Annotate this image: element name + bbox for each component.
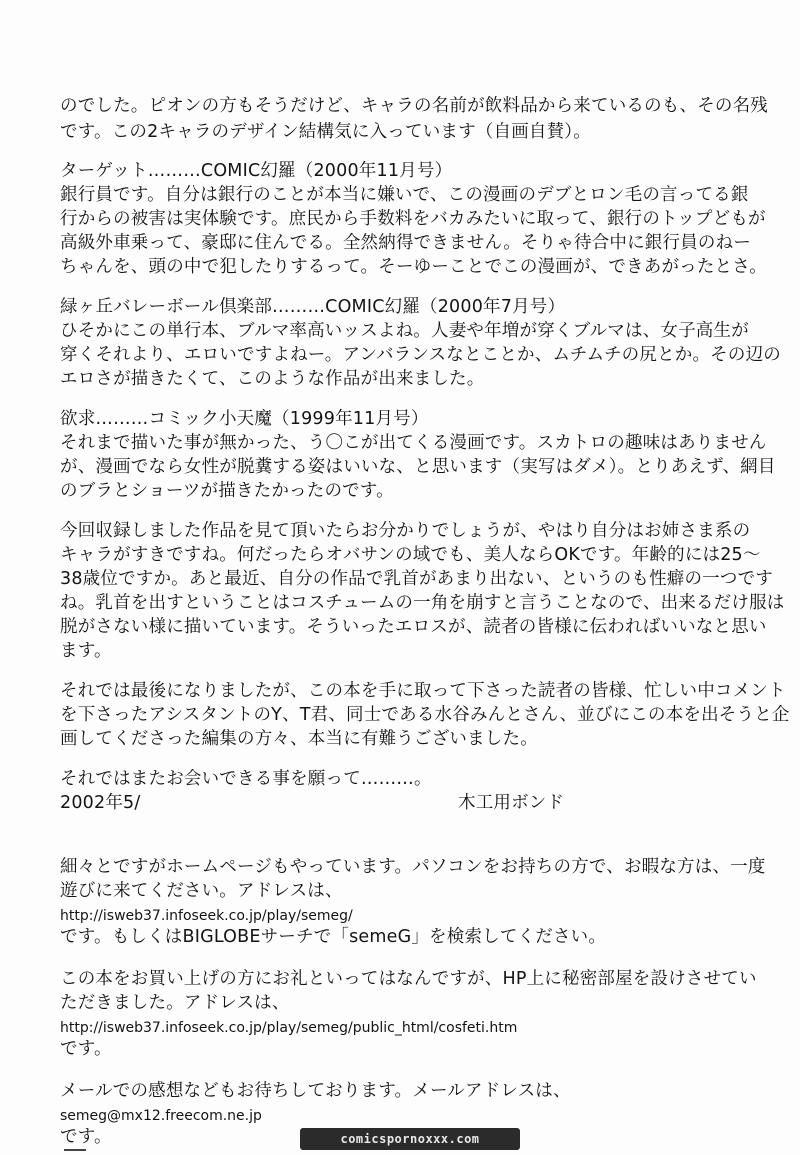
section-heading-target: ターゲット………COMIC幻羅（2000年11月号）	[60, 161, 453, 181]
closing-line: それではまたお会いできる事を願って………。	[60, 769, 432, 789]
homepage-url: http://isweb37.infoseek.co.jp/play/semeg/	[60, 908, 353, 924]
paragraph-line: のブラとショーツが描きたかったのです。	[60, 481, 394, 501]
paragraph-line: 脱がさない様に描いています。そういったエロスが、読者の皆様に伝わればいいなと思い	[60, 617, 767, 637]
paragraph-line: 38歳位ですか。あと最近、自分の作品で乳首があまり出ない、というのも性癖の一つです	[60, 569, 773, 589]
paragraph-line: ね。乳首を出すということはコスチュームの一角を崩すと言うことなので、出来るだけ服は	[60, 593, 785, 613]
paragraph-line: それでは最後になりましたが、この本を手に取って下さった読者の皆様、忙しい中コメント	[60, 681, 786, 701]
intro-line: です。この2キャラのデザイン結構気に入っています（自画自賛）。	[60, 122, 591, 142]
paragraph-line: ただきました。アドレスは、	[60, 993, 290, 1013]
paragraph-line: 高級外車乗って、豪邸に住んでる。全然納得できません。そりゃ待合中に銀行員のねー	[60, 233, 751, 253]
paragraph-line: 行からの被害は実体験です。庶民から手数料をバカみたいに取って、銀行のトップどもが	[60, 209, 766, 229]
section-heading-desire: 欲求………コミック小天魔（1999年11月号）	[60, 409, 429, 429]
email-address: semeg@mx12.freecom.ne.jp	[60, 1108, 262, 1124]
paragraph-line: です。	[60, 1127, 112, 1147]
paragraph-line: この本をお買い上げの方にお礼といってはなんですが、HP上に秘密部屋を設けさせてい	[60, 969, 757, 989]
paragraph-line: 細々とですがホームページもやっています。パソコンをお持ちの方で、お暇な方は、一度	[60, 857, 766, 877]
paragraph-line: 銀行員です。自分は銀行のことが本当に嫌いで、この漫画のデブとロン毛の言ってる銀	[60, 185, 749, 205]
paragraph-line: です。	[60, 1039, 112, 1059]
paragraph-line: です。もしくはBIGLOBEサーチで「semeG」を検索してください。	[60, 927, 607, 947]
paragraph-line: を下さったアシスタントのY、T君、同士である水谷みんとさん、並びにこの本を出そうと企	[60, 705, 790, 725]
paragraph-line: キャラがすきですね。何だったらオバサンの域でも、美人ならOKです。年齢的には25〜	[60, 545, 761, 565]
page-corner-mark	[64, 1149, 86, 1151]
paragraph-line: 穿くそれより、エロいですよねー。アンバランスなとことか、ムチムチの尻とか。その辺の	[60, 345, 781, 365]
paragraph-line: が、漫画でなら女性が脱糞する姿はいいな、と思います（実写はダメ）。とりあえず、網目	[60, 457, 776, 477]
paragraph-line: ちゃんを、頭の中で犯したりするって。そーゆーことでこの漫画が、できあがったとさ。	[60, 257, 767, 277]
section-heading-volleyball: 緑ヶ丘バレーボール倶楽部………COMIC幻羅（2000年7月号）	[60, 297, 566, 317]
author-signature: 木工用ボンド	[458, 793, 565, 813]
paragraph-line: 今回収録しました作品を見て頂いたらお分かりでしょうが、やはり自分はお姉さま系の	[60, 521, 751, 541]
date: 2002年5/	[60, 793, 141, 813]
paragraph-line: 遊びに来てください。アドレスは、	[60, 881, 343, 901]
paragraph-line: ひそかにこの単行本、ブルマ率高いッスよね。人妻や年増が穿くブルマは、女子高生が	[60, 321, 749, 341]
paragraph-line: エロさが描きたくて、このような作品が出来ました。	[60, 369, 485, 389]
paragraph-line: メールでの感想などもお待ちしております。メールアドレスは、	[60, 1081, 571, 1101]
intro-line: のでした。ピオンの方もそうだけど、キャラの名前が飲料品から来ているのも、その名残	[60, 96, 768, 116]
paragraph-line: それまで描いた事が無かった、う〇こが出てくる漫画です。スカトロの趣味はありません	[60, 433, 767, 453]
paragraph-line: ます。	[60, 641, 112, 661]
paragraph-line: 画してくださった編集の方々、本当に有難うございました。	[60, 729, 538, 749]
watermark-badge: comicspornoxxx.com	[300, 1128, 520, 1150]
secret-room-url: http://isweb37.infoseek.co.jp/play/semeg/public_html/cosfeti.htm	[60, 1020, 518, 1036]
